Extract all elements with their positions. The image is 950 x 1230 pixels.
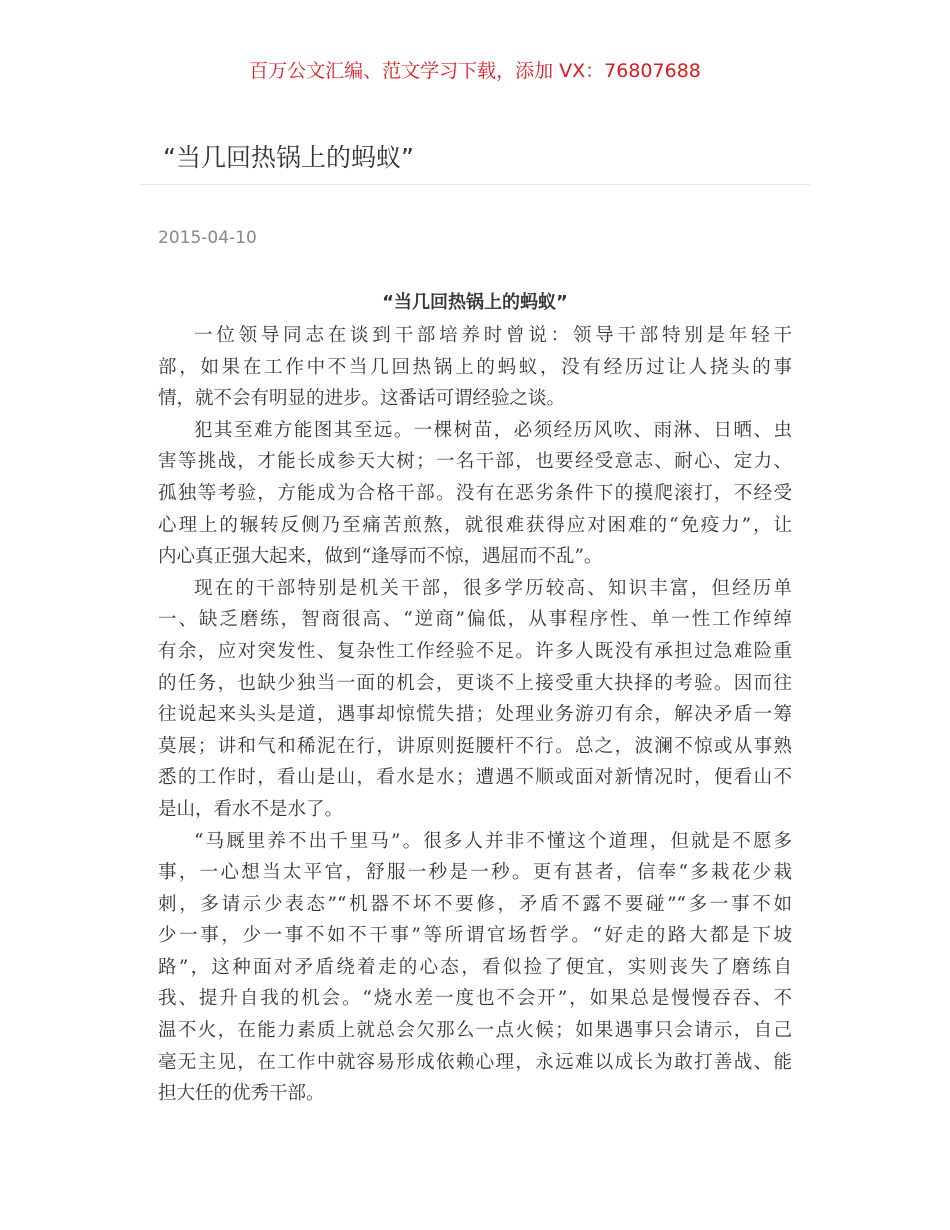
paragraph-line: 悉的工作时，看山是山，看水是水；遭遇不顺或面对新情况时，便看山不 xyxy=(158,767,792,789)
page-title: “当几回热锅上的蚂蚁” xyxy=(163,143,414,172)
paragraph-line: 往说起来头头是道，遇事却惊慌失措；处理业务游刃有余，解决矛盾一筹 xyxy=(158,704,792,726)
paragraph-line: 害等挑战，才能长成参天大树；一名干部，也要经受意志、耐心、定力、 xyxy=(158,451,792,473)
paragraph-line: 有余，应对突发性、复杂性工作经验不足。许多人既没有承担过急难险重 xyxy=(158,640,792,662)
paragraph-line: 毫无主见，在工作中就容易形成依赖心理，永远难以成长为敢打善战、能 xyxy=(158,1051,792,1073)
promo-banner: 百万公文汇编、范文学习下载，添加 VX：76807688 xyxy=(249,60,701,82)
paragraph-line: 的任务，也缺少独当一面的机会，更谈不上接受重大抉择的考验。因而往 xyxy=(158,672,792,694)
paragraph-line: 部，如果在工作中不当几回热锅上的蚂蚁，没有经历过让人挠头的事 xyxy=(158,356,792,378)
paragraph xyxy=(158,573,792,826)
publish-date: 2015-04-10 xyxy=(158,228,257,248)
paragraph-line: 孤独等考验，方能成为合格干部。没有在恶劣条件下的摸爬滚打，不经受 xyxy=(158,482,792,504)
article-heading: “当几回热锅上的蚂蚁” xyxy=(382,292,568,313)
paragraph-line: 温不火，在能力素质上就总会欠那么一点火候；如果遇事只会请示，自己 xyxy=(158,1020,792,1042)
paragraph-line: 事，一心想当太平官，舒服一秒是一秒。更有甚者，信奉“多栽花少栽 xyxy=(158,862,792,884)
paragraph-line: 犯其至难方能图其至远。一棵树苗，必须经历风吹、雨淋、日晒、虫 xyxy=(194,419,792,441)
paragraph-line: 现在的干部特别是机关干部，很多学历较高、知识丰富，但经历单 xyxy=(194,577,792,599)
paragraph-line: 情，就不会有明显的进步。这番话可谓经验之谈。 xyxy=(158,388,566,410)
paragraph-line: 一位领导同志在谈到干部培养时曾说：领导干部特别是年轻干 xyxy=(194,325,792,346)
paragraph xyxy=(158,320,792,415)
paragraph-line: 一、缺乏磨练，智商很高、“逆商”偏低，从事程序性、单一性工作绰绰 xyxy=(158,609,792,631)
paragraph-line: 是山，看水不是水了。 xyxy=(158,798,344,820)
paragraph-line: 心理上的辗转反侧乃至痛苦煎熬，就很难获得应对困难的“免疫力”，让 xyxy=(158,514,792,536)
title-divider xyxy=(140,184,810,185)
paragraph-line: 少一事，少一事不如不干事”等所谓官场哲学。“好走的路大都是下坡 xyxy=(158,925,792,947)
paragraph-line: 担大任的优秀干部。 xyxy=(158,1083,325,1105)
paragraph-line: 路”，这种面对矛盾绕着走的心态，看似捡了便宜，实则丧失了磨练自 xyxy=(158,956,792,978)
paragraph-line: 内心真正强大起来，做到“逢辱而不惊，遇屈而不乱”。 xyxy=(158,546,603,568)
paragraph-line: 莫展；讲和气和稀泥在行，讲原则挺腰杆不行。总之，波澜不惊或从事熟 xyxy=(158,735,792,757)
paragraph-line: 刺，多请示少表态”“机器不坏不要修，矛盾不露不要碰”“多一事不如 xyxy=(158,893,792,915)
paragraph xyxy=(158,826,792,1110)
paragraph xyxy=(158,415,792,573)
paragraph-line: “马厩里养不出千里马”。很多人并非不懂这个道理，但就是不愿多 xyxy=(194,830,792,852)
paragraph-line: 我、提升自我的机会。“烧水差一度也不会开”，如果总是慢慢吞吞、不 xyxy=(158,988,792,1010)
article-body xyxy=(158,288,792,1110)
